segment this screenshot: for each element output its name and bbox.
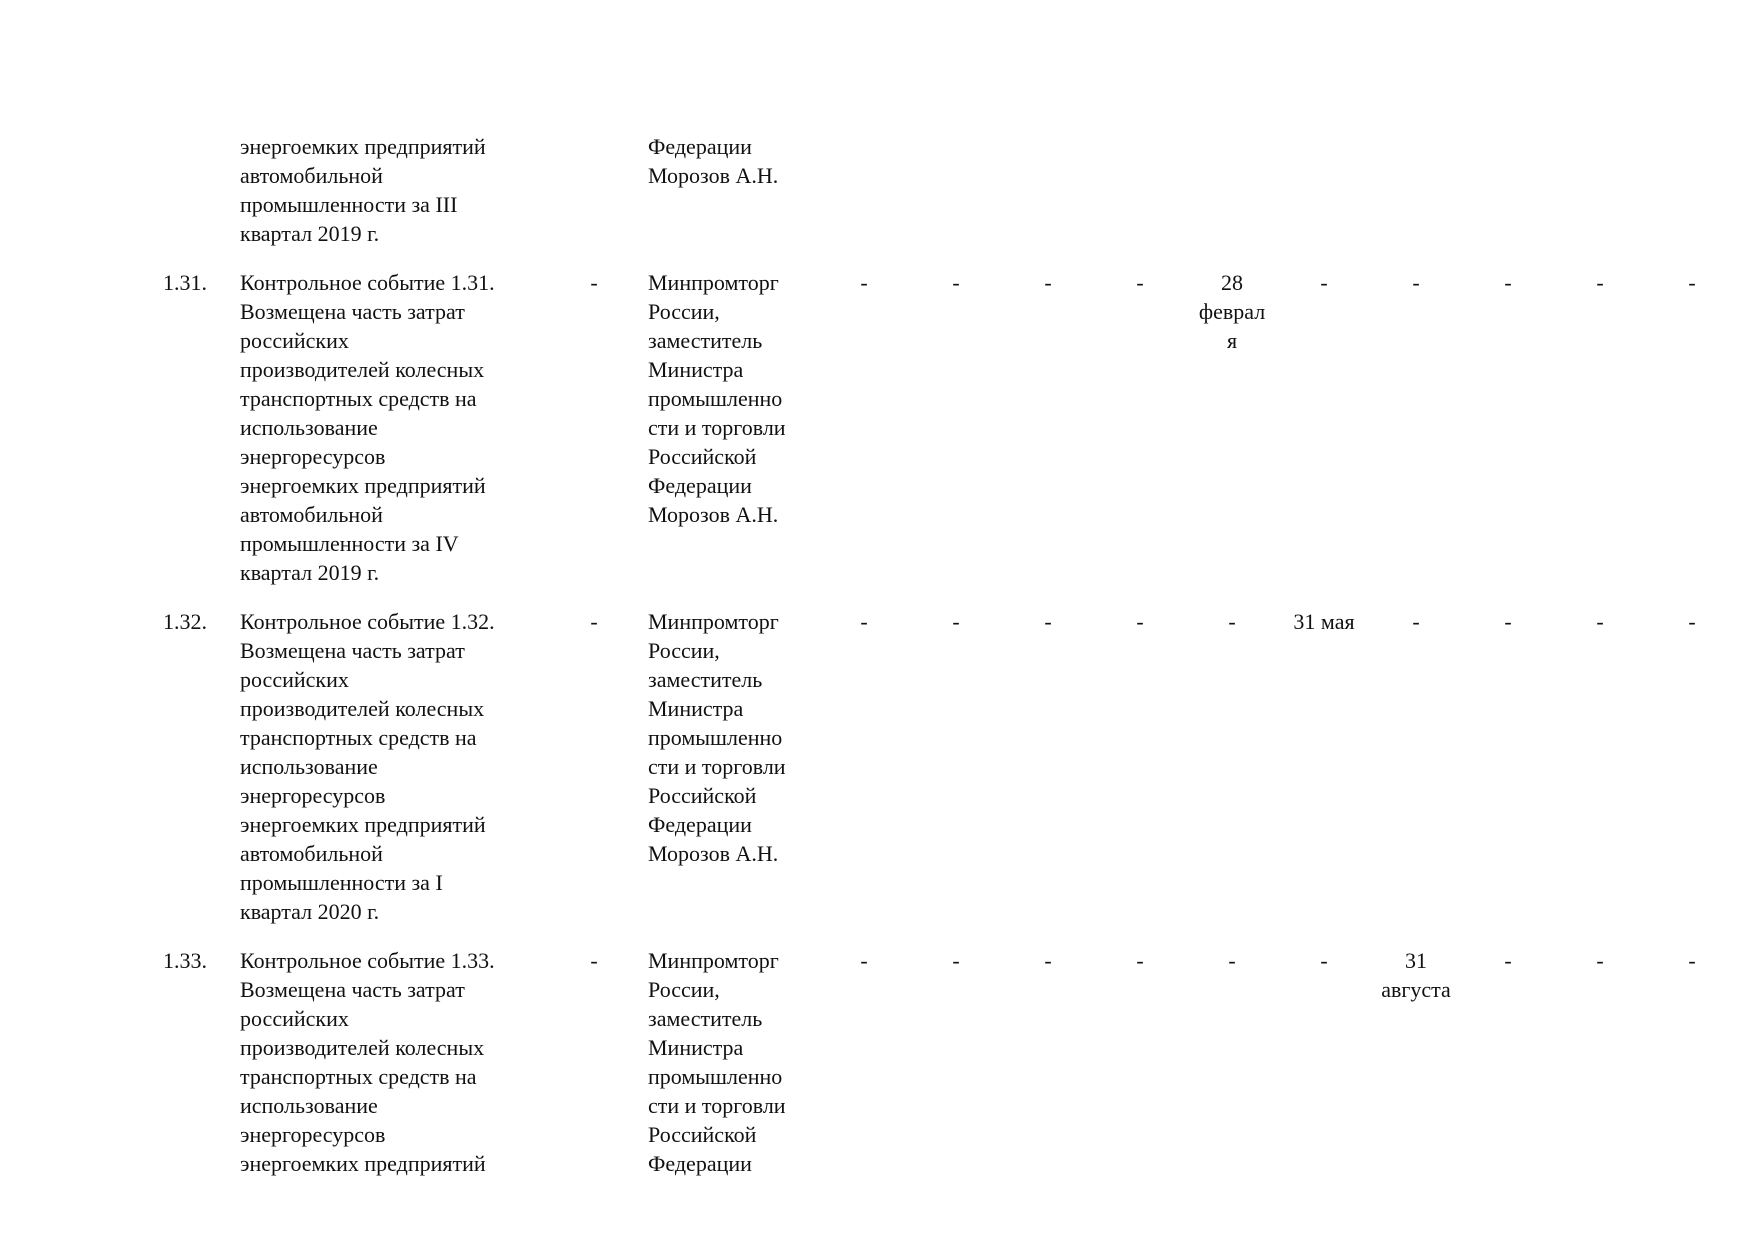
row-responsible: Минпромторг России, заместитель Министра промышленно сти и торговли Российской Федерации Морозов А.Н. (648, 609, 786, 866)
date-cell: - (1504, 270, 1512, 295)
date-cell: - (1504, 609, 1512, 634)
date-cell: - (1136, 270, 1144, 295)
row-description: Контрольное событие 1.33. Возмещена часть затрат российских производителей колесных транспортных средств на использование энергоресурсов энергоемких предприятий (240, 948, 495, 1176)
date-cell: - (1596, 270, 1604, 295)
row-dash: - (590, 948, 598, 973)
date-cell: - (860, 270, 868, 295)
date-cell: - (1228, 609, 1236, 634)
continued-responsible: Федерации Морозов А.Н. (648, 134, 779, 188)
continued-description: энергоемких предприятий автомобильной промышленности за III квартал 2019 г. (240, 134, 486, 246)
date-cell: - (1320, 270, 1328, 295)
row-dash: - (590, 270, 598, 295)
date-cell: 31 мая (1293, 609, 1355, 634)
row-responsible: Минпромторг России, заместитель Министра промышленно сти и торговли Российской Федерации Морозов А.Н. (648, 270, 786, 527)
row-dash: - (590, 609, 598, 634)
date-cell: - (1412, 270, 1420, 295)
date-cell: 28 феврал я (1198, 270, 1266, 353)
date-cell: - (1044, 270, 1052, 295)
date-cell: - (1688, 948, 1696, 973)
date-cell: - (1596, 609, 1604, 634)
row-description: Контрольное событие 1.31. Возмещена часть затрат российских производителей колесных транспортных средств на использование энергоресурсов энергоемких предприятий автомобильной промышленности за IV квартал 2019 г. (240, 270, 495, 585)
date-cell: - (1044, 948, 1052, 973)
date-cell: - (860, 948, 868, 973)
date-cell: - (860, 609, 868, 634)
date-cell: - (1044, 609, 1052, 634)
date-cell: - (1596, 948, 1604, 973)
row-number: 1.32. (163, 609, 207, 634)
row-number: 1.33. (163, 948, 207, 973)
date-cell: 31 августа (1381, 948, 1451, 1002)
row-responsible: Минпромторг России, заместитель Министра промышленно сти и торговли Российской Федерации (648, 948, 786, 1176)
date-cell: - (952, 270, 960, 295)
date-cell: - (1688, 609, 1696, 634)
date-cell: - (952, 609, 960, 634)
date-cell: - (1320, 948, 1328, 973)
date-cell: - (952, 948, 960, 973)
row-number: 1.31. (163, 270, 207, 295)
date-cell: - (1412, 609, 1420, 634)
row-description: Контрольное событие 1.32. Возмещена часть затрат российских производителей колесных транспортных средств на использование энергоресурсов энергоемких предприятий автомобильной промышленности за I квартал 2020 г. (240, 609, 495, 924)
date-cell: - (1504, 948, 1512, 973)
date-cell: - (1228, 948, 1236, 973)
date-cell: - (1136, 948, 1144, 973)
date-cell: - (1136, 609, 1144, 634)
date-cell: - (1688, 270, 1696, 295)
